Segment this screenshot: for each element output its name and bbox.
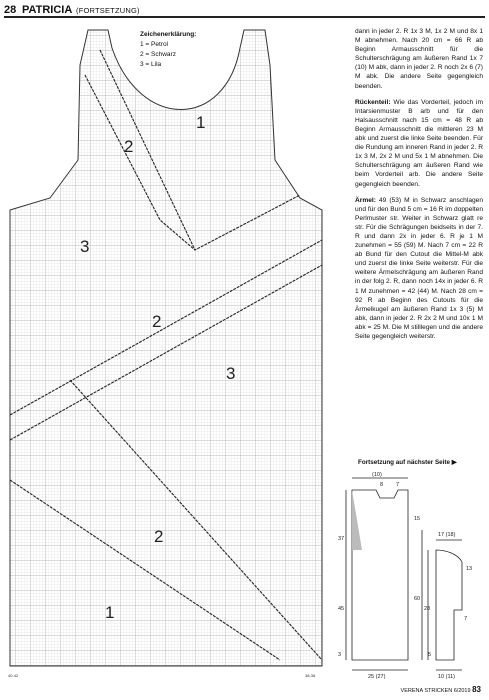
page-footer bbox=[401, 685, 481, 694]
schematic-diagram bbox=[328, 470, 488, 690]
dim-length: 45 bbox=[338, 606, 345, 612]
dim-top: (10) bbox=[372, 472, 382, 478]
dim-depth: 15 bbox=[414, 516, 421, 522]
page-number: 83 bbox=[472, 685, 481, 694]
sleeve-outline bbox=[436, 550, 462, 660]
chart-bottom-left-label: 40-42 bbox=[8, 673, 19, 678]
sleeve-cuff: 5 bbox=[428, 652, 432, 658]
sleeve-width: 10 (11) bbox=[438, 674, 456, 680]
sleeve-length: 28 bbox=[424, 606, 431, 612]
sleeve-cap: 13 bbox=[466, 566, 473, 572]
body-outline bbox=[352, 490, 408, 660]
region-label: 2 bbox=[152, 312, 162, 331]
section-body: 49 (53) M in Schwarz anschlagen und für den Bund 5 cm = 16 R im doppelten Perlmuster str. Weiter in Schwarz glatt re str. Für die Schrägungen beidseits in der 7. R und dann 2x in jeder 6. R je 1 M zunehmen = 55 (59) M. Nach 7 cm = 22 R ab Bund für den Cutout die Mittel-M abk und zuerst die linke Seite weiterstr. Für die weitere Ärmelschrägung am äußeren Rand in der folg 2. R, dann noch 14x in jeder 6. R 1 M zunehmen = 42 (44) M. Nach 28 cm = 92 R ab Beginn des Cutouts für die Ärmelkugel am äußeren Rand 1x 3 (5) M abk, dann in jeder 2. R 2x 2 M und 10x 1 M abk = 25 M. Die M stilllegen und die andere Seite gegengleich weiterstr. bbox=[355, 196, 483, 340]
chart-bottom-right-label: 38-38 bbox=[305, 673, 316, 678]
region-label: 3 bbox=[80, 237, 90, 256]
continuation-note: Fortsetzung auf nächster Seite ▶ bbox=[358, 459, 457, 466]
magazine-name: VERENA STRICKEN 6/2019 bbox=[400, 688, 471, 694]
section-heading: Rückenteil: bbox=[355, 98, 391, 106]
legend-item: 2 = Schwarz bbox=[140, 51, 176, 58]
region-label: 1 bbox=[105, 603, 115, 622]
dim-hem: 3 bbox=[338, 652, 342, 658]
pattern-name: PATRICIA bbox=[22, 4, 73, 16]
legend-item: 3 = Lila bbox=[140, 61, 162, 68]
instructions-column bbox=[355, 27, 483, 348]
armhole-shading bbox=[352, 490, 362, 550]
dim-neck: 8 bbox=[380, 482, 384, 488]
dim-width: 25 (27) bbox=[368, 674, 386, 680]
legend-title: Zeichenerklärung: bbox=[140, 31, 197, 38]
knitting-chart bbox=[0, 20, 340, 680]
section-heading: Ärmel: bbox=[355, 196, 376, 204]
sleeve-top: 17 (18) bbox=[438, 532, 456, 538]
section-body: Wie das Vorderteil, jedoch im Intarsienmuster B arb und für den Halsausschnitt nach 15 cm = 48 R ab Beginn Armausschnitt die mittleren 23 M abk und zuerst die linke Seite beenden. Für die Rundung am inneren Rand in jeder 2. R 1x 3 M, 2x 2 M und 5x 1 M abnehmen. Die Schulterschrägung am äußeren Rand wie beim Vorderteil arb. Die andere Seite gegengleich beenden. bbox=[355, 98, 483, 188]
dim-armhole: 37 bbox=[338, 536, 345, 542]
dim-shoulder: 7 bbox=[396, 482, 400, 488]
dim-side: 60 bbox=[414, 596, 421, 602]
instruction-paragraph: dann in jeder 2. R 1x 3 M, 1x 2 M und 8x 1 M abnehmen. Nach 20 cm = 66 R ab Beginn Armausschnitt für die Schulterschrägung am äußeren Rand 1x 7 (10) M abk, dann in jeder 2. R noch 2x 6 (7) M abk. Die andere Seite gegengleich beenden. bbox=[355, 28, 483, 90]
region-label: 1 bbox=[196, 113, 206, 132]
region-label: 2 bbox=[124, 137, 134, 156]
instruction-paragraph bbox=[355, 98, 483, 189]
page-prefix: 28 bbox=[4, 4, 17, 16]
header-subtitle: (FORTSETZUNG) bbox=[76, 6, 140, 15]
instruction-paragraph bbox=[355, 196, 483, 342]
region-label: 2 bbox=[154, 527, 164, 546]
chart-legend bbox=[140, 30, 196, 70]
sleeve-cutout: 7 bbox=[464, 616, 468, 622]
dimension-line bbox=[346, 478, 462, 670]
header-rule bbox=[4, 16, 485, 18]
region-label: 3 bbox=[226, 364, 236, 383]
legend-item: 1 = Petrol bbox=[140, 41, 169, 48]
